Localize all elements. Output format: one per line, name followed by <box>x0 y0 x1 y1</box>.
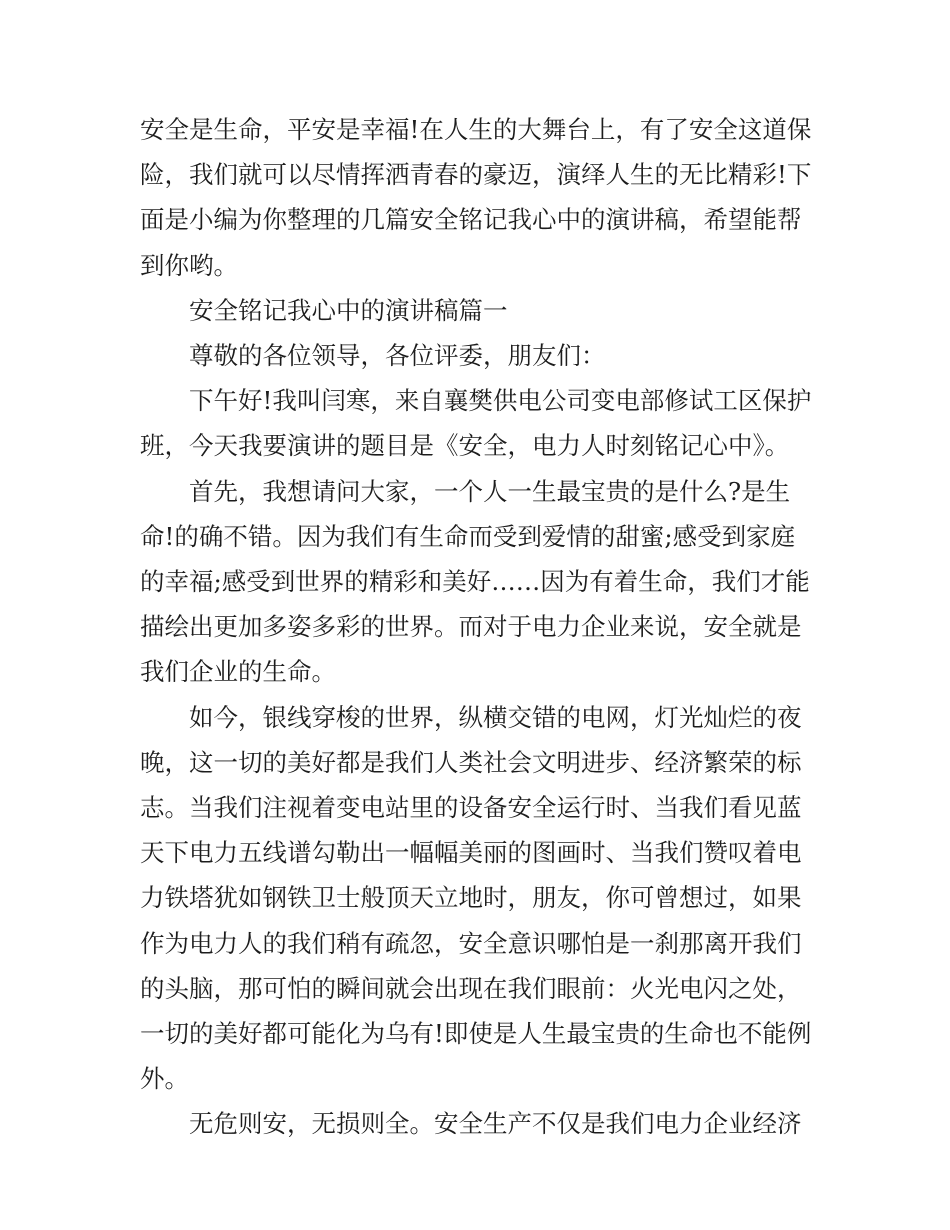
greeting-paragraph: 下午好!我叫闫寒，来自襄樊供电公司变电部修试工区保护班，今天我要演讲的题目是《安全，电力人时刻铭记心中》。 <box>140 386 812 461</box>
intro-paragraph: 安全是生命，平安是幸福!在人生的大舞台上，有了安全这道保险，我们就可以尽情挥洒青春的豪迈，演绎人生的无比精彩!下面是小编为你整理的几篇安全铭记我心中的演讲稿，希望能帮到你哟。 <box>140 115 812 280</box>
section-heading: 安全铭记我心中的演讲稿篇一 <box>189 295 508 325</box>
salutation-paragraph: 尊敬的各位领导，各位评委，朋友们： <box>189 341 606 371</box>
body-paragraph-grid: 如今，银线穿梭的世界，纵横交错的电网，灯光灿烂的夜晚，这一切的美好都是我们人类社会文明进步、经济繁荣的标志。当我们注视着变电站里的设备安全运行时、当我们看见蓝天下电力五线谱勾勒出一幅幅美丽的图画时、当我们赞叹着电力铁塔犹如钢铁卫士般顶天立地时，朋友，你可曾想过，如果作为电力人的我们稍有疏忽，安全意识哪怕是一刹那离开我们的头脑，那可怕的瞬间就会出现在我们眼前：火光电闪之处，一切的美好都可能化为乌有!即使是人生最宝贵的生命也不能例外。 <box>140 702 812 1094</box>
body-paragraph-safety: 无危则安，无损则全。安全生产不仅是我们电力企业经济 <box>189 1109 802 1139</box>
body-paragraph-life: 首先，我想请问大家，一个人一生最宝贵的是什么?是生命!的确不错。因为我们有生命而受到爱情的甜蜜;感受到家庭的幸福;感受到世界的精彩和美好……因为有着生命，我们才能描绘出更加多姿多彩的世界。而对于电力企业来说，安全就是我们企业的生命。 <box>140 476 810 687</box>
